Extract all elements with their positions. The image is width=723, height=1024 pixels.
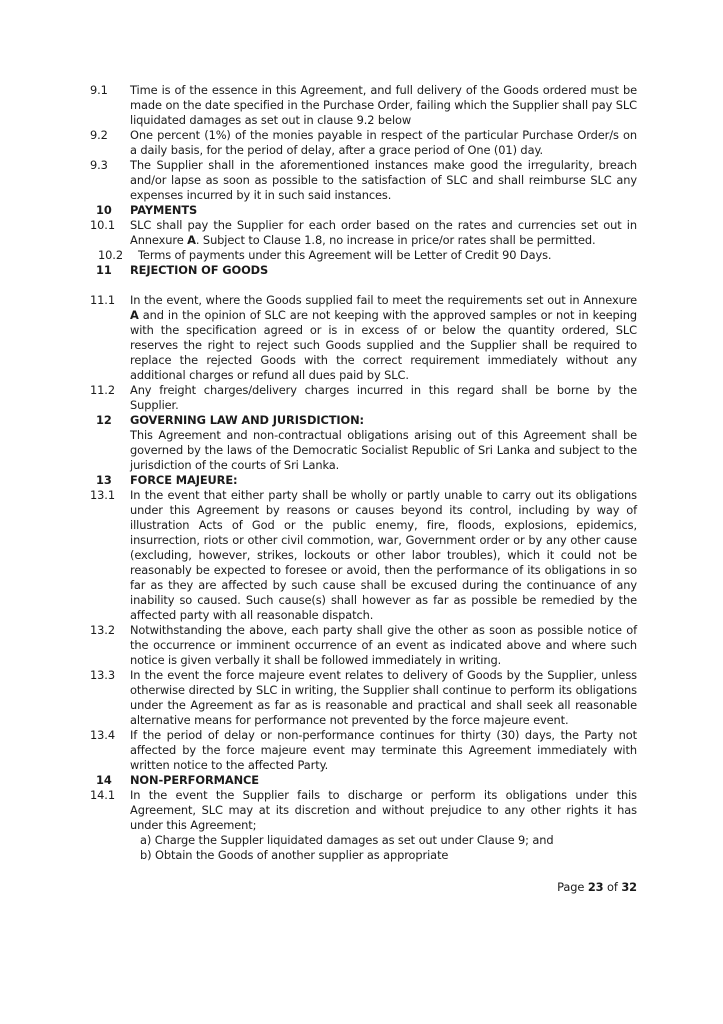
clause-text-segment: and in the opinion of SLC are not keeping with the approved samples or not in keeping with the specification agreed or is in excess of or below the quantity ordered, SLC reserves the right to reject such Goods supplied and the Supplier shall be required to replace the rejected Goods with the correct requirement immediately without any additional charges or refund all dues paid by SLC. — [130, 308, 637, 382]
clause-10-2 — [90, 248, 637, 263]
clause-number: 10.1 — [90, 218, 115, 232]
clause-13-2 — [90, 623, 637, 668]
total-pages: 32 — [621, 880, 637, 894]
clause-11-1 — [90, 293, 637, 383]
clause-text — [130, 218, 637, 248]
clause-text: Terms of payments under this Agreement will be Letter of Credit 90 Days. — [138, 248, 552, 262]
clause-9-1 — [90, 83, 637, 128]
clause-text-segment: SLC shall pay the Supplier for each order based on the rates and currencies set out in Annexure — [130, 218, 637, 247]
clause-number: 13.2 — [90, 623, 115, 637]
clause-13-1 — [90, 488, 637, 623]
clause-text: The Supplier shall in the aforementioned instances make good the irregularity, breach and/or lapse as soon as possible to the satisfaction of SLC and shall reimburse SLC any expenses incurred by it in such said instances. — [130, 158, 637, 202]
clause-text: One percent (1%) of the monies payable in respect of the particular Purchase Order/s on a daily basis, for the period of delay, after a grace period of One (01) day. — [130, 128, 637, 157]
clause-number: 9.1 — [90, 83, 108, 97]
clause-number: 9.3 — [90, 158, 108, 172]
clause-12-body — [90, 428, 637, 473]
list-item-a: a) Charge the Suppler liquidated damages as set out under Clause 9; and — [140, 833, 554, 847]
clause-text-segment: In the event, where the Goods supplied fail to meet the requirements set out in Annexure — [130, 293, 637, 307]
section-heading-payments — [90, 203, 637, 218]
clause-number: 9.2 — [90, 128, 108, 142]
section-number: 13 — [96, 473, 112, 487]
clause-text — [130, 293, 637, 383]
section-title: REJECTION OF GOODS — [130, 263, 269, 277]
clause-text: In the event the force majeure event relates to delivery of Goods by the Supplier, unless otherwise directed by SLC in writing, the Supplier shall continue to perform its obligations under the Agreement as far as is reasonable and practical and shall seek all reasonable alternative means for performance not prevented by the force majeure event. — [130, 668, 637, 727]
clause-13-3 — [90, 668, 637, 728]
section-heading-non-performance — [90, 773, 637, 788]
section-title: FORCE MAJEURE: — [130, 473, 238, 487]
clause-number: 11.2 — [90, 383, 115, 397]
list-item-b: b) Obtain the Goods of another supplier as appropriate — [140, 848, 449, 862]
clause-9-2 — [90, 128, 637, 158]
clause-11-2 — [90, 383, 637, 413]
clause-number: 13.1 — [90, 488, 115, 502]
page-number: 23 — [587, 880, 604, 894]
section-heading-force-majeure — [90, 473, 637, 488]
section-title: PAYMENTS — [130, 203, 198, 217]
blank-line — [90, 278, 637, 293]
clause-number: 14.1 — [90, 788, 115, 802]
clause-13-4 — [90, 728, 637, 773]
clause-number: 13.4 — [90, 728, 115, 742]
section-title: NON-PERFORMANCE — [130, 773, 259, 787]
section-number: 12 — [96, 413, 112, 427]
section-number: 10 — [96, 203, 112, 217]
section-number: 14 — [96, 773, 112, 787]
clause-text-segment: . Subject to Clause 1.8, no increase in price/or rates shall be permitted. — [195, 233, 596, 247]
section-heading-governing-law — [90, 413, 637, 428]
clause-14-1 — [90, 788, 637, 833]
clause-number: 13.3 — [90, 668, 115, 682]
annexure-reference: A — [130, 308, 139, 322]
clause-number: 11.1 — [90, 293, 115, 307]
clause-10-1 — [90, 218, 637, 248]
clause-text: Any freight charges/delivery charges incurred in this regard shall be borne by the Supplier. — [130, 383, 637, 412]
section-heading-rejection-of-goods — [90, 263, 637, 278]
clause-number: 10.2 — [98, 248, 123, 262]
document-content — [90, 83, 637, 895]
of-label: of — [607, 880, 618, 894]
clause-text: If the period of delay or non-performance continues for thirty (30) days, the Party not affected by the force majeure event may terminate this Agreement immediately with written notice to the affected Party. — [130, 728, 637, 772]
clause-text: Notwithstanding the above, each party shall give the other as soon as possible notice of the occurrence or imminent occurrence of an event as indicated above and where such notice is given verbally it shall be followed immediately in writing. — [130, 623, 637, 667]
clause-text: In the event the Supplier fails to discharge or perform its obligations under this Agreement, SLC may at its discretion and without prejudice to any other rights it has under this Agreement; — [130, 788, 637, 832]
page-label: Page — [557, 880, 585, 894]
clause-text: Time is of the essence in this Agreement, and full delivery of the Goods ordered must be made on the date specified in the Purchase Order, failing which the Supplier shall pay SLC liquidated damages as set out in clause 9.2 below — [130, 83, 637, 127]
section-title: GOVERNING LAW AND JURISDICTION: — [130, 413, 365, 427]
section-number: 11 — [96, 263, 112, 277]
annexure-reference: A — [187, 233, 196, 247]
clause-text: This Agreement and non-contractual obligations arising out of this Agreement shall be governed by the laws of the Democratic Socialist Republic of Sri Lanka and subject to the jurisdiction of the courts of Sri Lanka. — [130, 428, 637, 472]
clause-9-3 — [90, 158, 637, 203]
page-footer — [90, 880, 637, 895]
clause-text: In the event that either party shall be wholly or partly unable to carry out its obligations under this Agreement by reasons or causes beyond its control, including by way of illustration Acts of God or the public enemy, fire, floods, explosions, epidemics, insurrection, riots or other civil commotion, war, Government order or by any other cause (excluding, however, strikes, lockouts or other labor troubles), which it could not be reasonably be expected to foresee or avoid, then the performance of its obligations in so far as they are affected by such cause shall be excused during the continuance of any inability so caused. Such cause(s) shall however as far as possible be remedied by the affected party with all reasonable dispatch. — [130, 488, 637, 622]
